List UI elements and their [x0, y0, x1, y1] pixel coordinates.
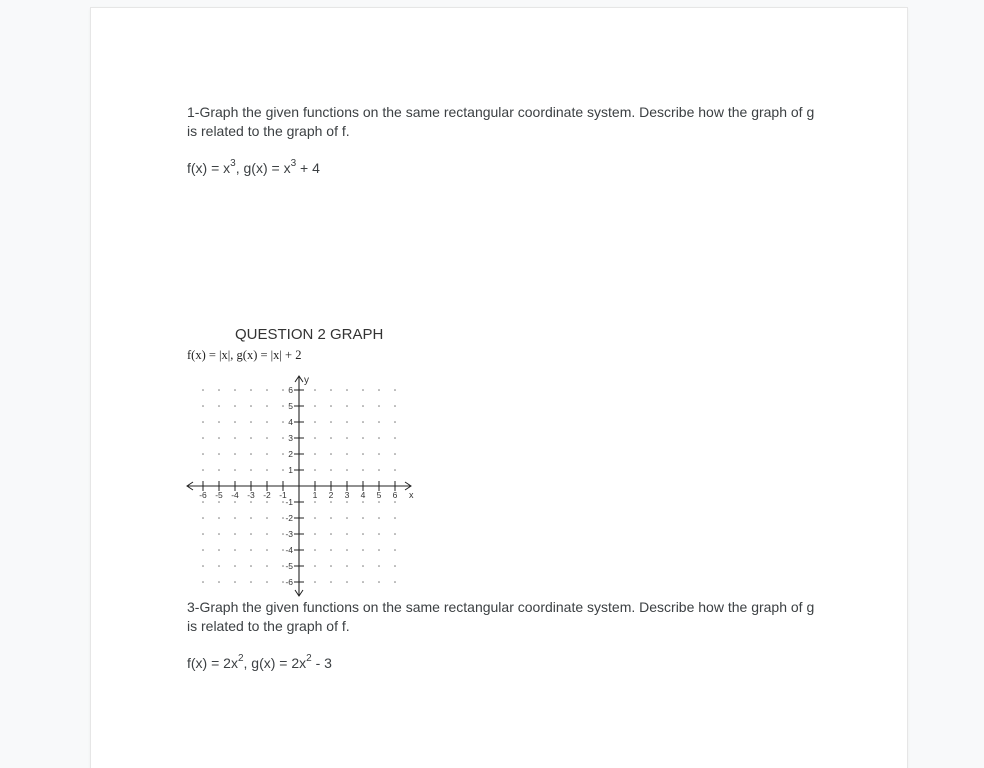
grid-dot [346, 437, 348, 439]
grid-dot [202, 581, 204, 583]
grid-dot [330, 581, 332, 583]
grid-dot [330, 469, 332, 471]
q1-f-exponent: 3 [230, 158, 236, 169]
grid-dot [362, 453, 364, 455]
grid-dot [234, 565, 236, 567]
x-tick-label: -2 [263, 490, 271, 500]
grid-dot [314, 405, 316, 407]
grid-dot [346, 549, 348, 551]
question3-functions [187, 654, 332, 673]
grid-dot [218, 421, 220, 423]
q1-f-prefix: f(x) = x [187, 160, 231, 176]
grid-dot [394, 549, 396, 551]
y-axis-label: y [304, 375, 309, 386]
grid-dot [218, 501, 220, 503]
grid-dot [362, 501, 364, 503]
grid-dot [378, 405, 380, 407]
grid-dot [282, 405, 284, 407]
grid-dot [282, 421, 284, 423]
grid-dot [250, 565, 252, 567]
grid-dot [202, 453, 204, 455]
document-page [91, 8, 907, 768]
grid-dot [330, 565, 332, 567]
q3-f-exponent: 2 [237, 653, 244, 664]
grid-dot [282, 437, 284, 439]
y-tick-label: 2 [288, 449, 293, 459]
grid-dot [330, 517, 332, 519]
grid-dot [234, 533, 236, 535]
grid-dot [250, 453, 252, 455]
grid-dot [314, 389, 316, 391]
grid-dot [394, 565, 396, 567]
grid-dot [282, 453, 284, 455]
grid-dot [394, 389, 396, 391]
grid-dot [218, 581, 220, 583]
grid-dot [362, 517, 364, 519]
grid-dot [202, 549, 204, 551]
grid-dot [330, 549, 332, 551]
x-axis-label: x [409, 490, 414, 500]
grid-dot [266, 581, 268, 583]
q1-g-exponent: 3 [290, 158, 297, 169]
grid-dot [218, 517, 220, 519]
grid-dot [250, 533, 252, 535]
grid-dot [250, 581, 252, 583]
grid-dot [218, 389, 220, 391]
grid-dot [378, 533, 380, 535]
grid-dot [314, 517, 316, 519]
q3-g-suffix: - 3 [311, 655, 332, 671]
grid-dot [282, 565, 284, 567]
grid-dot [202, 469, 204, 471]
grid-dot [314, 501, 316, 503]
x-tick-label: 6 [392, 490, 398, 500]
grid-dot [378, 469, 380, 471]
grid-dot [266, 469, 268, 471]
grid-dot [314, 581, 316, 583]
grid-dot [250, 389, 252, 391]
x-tick-label: -4 [231, 490, 239, 500]
grid-dot [218, 565, 220, 567]
grid-dot [250, 501, 252, 503]
y-tick-label: 6 [288, 385, 293, 395]
grid-dot [378, 565, 380, 567]
grid-dot [346, 581, 348, 583]
grid-dot [362, 565, 364, 567]
grid-dot [362, 581, 364, 583]
grid-dot [282, 549, 284, 551]
grid-dot [394, 517, 396, 519]
y-tick-label: -4 [285, 545, 293, 555]
question3-prompt: 3-Graph the given functions on the same rectangular coordinate system. Describe how the graph of g is related to the graph of f. [187, 599, 815, 634]
grid-dot [346, 389, 348, 391]
grid-dot [266, 501, 268, 503]
grid-dot [378, 437, 380, 439]
grid-dot [330, 421, 332, 423]
y-tick-label: -2 [285, 513, 293, 523]
grid-dot [330, 501, 332, 503]
grid-dot [394, 421, 396, 423]
grid-dot [378, 421, 380, 423]
coordinate-grid-graph [185, 365, 417, 597]
grid-dot [330, 453, 332, 455]
grid-dot [266, 421, 268, 423]
grid-dot [266, 517, 268, 519]
q3-f-prefix: f(x) = 2x [187, 655, 238, 671]
grid-dot [314, 437, 316, 439]
grid-dot [218, 533, 220, 535]
grid-dot [234, 405, 236, 407]
grid-dot [202, 501, 204, 503]
x-tick-label: 5 [376, 490, 382, 500]
question1-prompt: 1-Graph the given functions on the same rectangular coordinate system. Describe how the graph of g is related to the graph of f. [187, 104, 815, 139]
grid-dot [282, 517, 284, 519]
grid-dot [346, 565, 348, 567]
grid-dot [314, 549, 316, 551]
grid-dot [234, 517, 236, 519]
grid-dot [234, 421, 236, 423]
grid-dot [218, 469, 220, 471]
grid-dot [282, 581, 284, 583]
grid-dot [234, 501, 236, 503]
grid-dot [314, 565, 316, 567]
y-tick-label: 1 [288, 465, 293, 475]
grid-dot [266, 437, 268, 439]
grid-dot [362, 549, 364, 551]
grid-dot [394, 581, 396, 583]
x-tick-label: -6 [199, 490, 207, 500]
grid-dot [330, 533, 332, 535]
grid-dot [362, 405, 364, 407]
grid-dot [314, 533, 316, 535]
grid-dot [266, 405, 268, 407]
q3-g-exponent: 2 [306, 653, 312, 664]
q3-g-prefix: , g(x) = 2x [243, 655, 307, 671]
x-tick-label: -1 [279, 490, 287, 500]
grid-dot [394, 453, 396, 455]
question2-graph-title: QUESTION 2 GRAPH [235, 326, 384, 343]
grid-dot [234, 437, 236, 439]
grid-dot [250, 421, 252, 423]
grid-dot [362, 437, 364, 439]
grid-dot [266, 565, 268, 567]
grid-dot [346, 405, 348, 407]
x-tick-label: 2 [328, 490, 334, 500]
y-tick-label: 3 [288, 433, 293, 443]
grid-dot [250, 517, 252, 519]
grid-dot [330, 389, 332, 391]
grid-dot [234, 389, 236, 391]
grid-dot [282, 389, 284, 391]
x-tick-label: -3 [247, 490, 255, 500]
grid-dot [202, 389, 204, 391]
grid-dot [362, 469, 364, 471]
grid-dot [362, 389, 364, 391]
grid-dot [378, 517, 380, 519]
grid-dot [202, 421, 204, 423]
grid-dot [250, 469, 252, 471]
grid-dot [314, 469, 316, 471]
grid-dot [266, 453, 268, 455]
grid-dot [314, 453, 316, 455]
y-tick-label: -1 [285, 497, 293, 507]
grid-dot [330, 405, 332, 407]
grid-dot [362, 421, 364, 423]
grid-dot [282, 469, 284, 471]
grid-dot [250, 549, 252, 551]
grid-dot [234, 469, 236, 471]
grid-dot [218, 549, 220, 551]
x-tick-label: -5 [215, 490, 223, 500]
x-tick-label: 4 [360, 490, 366, 500]
y-tick-label: -6 [285, 577, 293, 587]
q1-g-suffix: + 4 [296, 160, 320, 176]
y-tick-label: -3 [285, 529, 293, 539]
grid-dot [282, 533, 284, 535]
grid-dot [346, 501, 348, 503]
grid-dot [346, 517, 348, 519]
grid-dot [346, 469, 348, 471]
grid-dot [378, 581, 380, 583]
question1-functions [187, 159, 320, 178]
grid-dot [202, 437, 204, 439]
x-tick-label: 1 [312, 490, 318, 500]
grid-dot [218, 453, 220, 455]
grid-dot [394, 533, 396, 535]
grid-dot [266, 533, 268, 535]
grid-dot [234, 453, 236, 455]
grid-dot [202, 517, 204, 519]
grid-dot [394, 405, 396, 407]
grid-dot [234, 549, 236, 551]
grid-dot [218, 405, 220, 407]
grid-dot [378, 453, 380, 455]
grid-dot [314, 421, 316, 423]
grid-dot [362, 533, 364, 535]
y-tick-label: 5 [288, 401, 293, 411]
grid-dot [346, 421, 348, 423]
grid-dot [378, 549, 380, 551]
grid-dot [266, 549, 268, 551]
x-tick-label: 3 [344, 490, 350, 500]
grid-dot [378, 389, 380, 391]
grid-dot [234, 581, 236, 583]
grid-dot [250, 405, 252, 407]
grid-dot [202, 405, 204, 407]
grid-dot [378, 501, 380, 503]
grid-dot [202, 565, 204, 567]
question2-functions: f(x) = |x|, g(x) = |x| + 2 [187, 348, 302, 362]
grid-dot [218, 437, 220, 439]
grid-dot [330, 437, 332, 439]
grid-dot [394, 501, 396, 503]
grid-dot [202, 533, 204, 535]
q1-g-prefix: , g(x) = x [235, 160, 291, 176]
grid-dot [394, 437, 396, 439]
grid-dot [282, 501, 284, 503]
grid-dot [346, 533, 348, 535]
y-tick-label: 4 [288, 417, 293, 427]
grid-dot [394, 469, 396, 471]
grid-dot [266, 389, 268, 391]
y-tick-label: -5 [285, 561, 293, 571]
grid-dot [346, 453, 348, 455]
grid-dot [250, 437, 252, 439]
